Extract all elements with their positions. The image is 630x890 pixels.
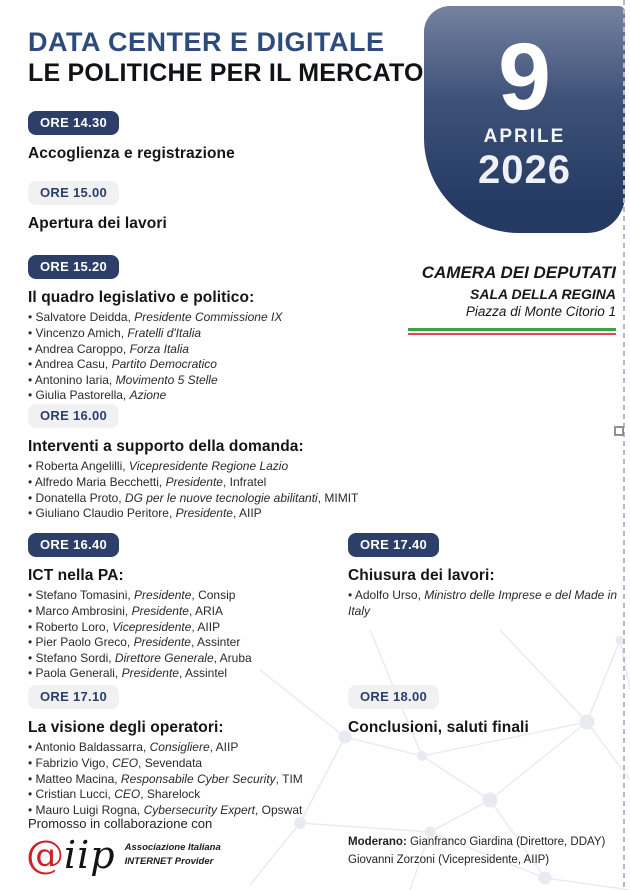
session-title: Accoglienza e registrazione xyxy=(28,145,235,162)
session-ore-1430 xyxy=(28,111,373,166)
speaker-item: • Paola Generali, Presidente, Assintel xyxy=(28,666,227,681)
time-badge: ORE 15.00 xyxy=(28,181,119,205)
speaker-list xyxy=(28,588,373,682)
venue-room: SALA DELLA REGINA xyxy=(470,285,616,302)
moderators-line1 xyxy=(348,834,605,852)
speaker-item: • Matteo Macina, Responsabile Cyber Security, TIM xyxy=(28,771,303,786)
session-title: Interventi a supporto della domanda: xyxy=(28,438,304,455)
venue-address: Piazza di Monte Citorio 1 xyxy=(465,304,616,320)
speaker-list xyxy=(28,310,373,404)
venue-block xyxy=(408,262,616,335)
speaker-item: • Alfredo Maria Becchetti, Presidente, Infratel xyxy=(28,474,267,489)
speaker-list xyxy=(28,459,373,521)
page-title-line1: DATA CENTER E DIGITALE xyxy=(28,27,385,57)
venue-name: CAMERA DEI DEPUTATI xyxy=(421,263,616,282)
speaker-item: • Giuliano Claudio Peritore, Presidente, AIIP xyxy=(28,506,262,521)
italian-flag-divider xyxy=(408,328,616,335)
aiip-acronym: iip xyxy=(64,833,116,877)
speaker-item: • Adolfo Urso, Ministro delle Imprese e del Made in Italy xyxy=(348,588,618,618)
aiip-at-symbol: @ xyxy=(26,833,64,877)
speaker-item: • Donatella Proto, DG per le nuove tecnologie abilitanti, MIMIT xyxy=(28,490,359,505)
page-title xyxy=(28,27,424,88)
date-month: APRILE xyxy=(483,126,566,148)
moderator-1: Gianfranco Giardina (Direttore, DDAY) xyxy=(409,836,606,848)
time-badge: ORE 17.40 xyxy=(348,533,439,557)
page-title-line2: LE POLITICHE PER IL MERCATO xyxy=(28,59,424,88)
moderators-label: Moderano: xyxy=(348,836,407,848)
date-badge xyxy=(424,6,625,233)
speaker-item: • Roberta Angelilli, Vicepresidente Regione Lazio xyxy=(28,459,289,474)
time-badge: ORE 16.40 xyxy=(28,533,119,557)
session-title: Il quadro legislativo e politico: xyxy=(28,289,255,306)
speaker-item: • Vincenzo Amich, Fratelli d'Italia xyxy=(28,325,202,340)
promo-text: Promosso in collaborazione con xyxy=(28,816,213,831)
aiip-logo xyxy=(26,833,221,877)
speaker-item: • Antonio Baldassarra, Consigliere, AIIP xyxy=(28,740,239,755)
moderators-block xyxy=(348,834,605,870)
speaker-list xyxy=(28,740,373,818)
session-ore-1520 xyxy=(28,255,373,404)
time-badge: ORE 18.00 xyxy=(348,685,439,709)
speaker-list xyxy=(348,588,620,619)
session-ore-1640 xyxy=(28,533,373,682)
date-day: 9 xyxy=(498,24,551,130)
speaker-item: • Roberto Loro, Vicepresidente, AIIP xyxy=(28,619,221,634)
moderator-2: Giovanni Zorzoni (Vicepresidente, AIIP) xyxy=(348,853,550,866)
speaker-item: • Mauro Luigi Rogna, Cybersecurity Expert, Opswat xyxy=(28,802,303,817)
speaker-item: • Cristian Lucci, CEO, Sharelock xyxy=(28,787,201,802)
speaker-item: • Andrea Casu, Partito Democratico xyxy=(28,357,217,372)
selection-handle[interactable] xyxy=(614,426,624,436)
aiip-tagline-line1: Associazione Italiana xyxy=(124,841,221,853)
page-edge-dashed-line xyxy=(623,0,625,890)
date-year: 2026 xyxy=(478,148,571,193)
speaker-item: • Stefano Tomasini, Presidente, Consip xyxy=(28,588,236,603)
session-ore-1740 xyxy=(348,533,620,620)
speaker-item: • Stefano Sordi, Direttore Generale, Aruba xyxy=(28,650,252,665)
session-title: ICT nella PA: xyxy=(28,567,124,584)
time-badge: ORE 14.30 xyxy=(28,111,119,135)
aiip-tagline-line2: INTERNET Provider xyxy=(124,856,214,867)
speaker-item: • Pier Paolo Greco, Presidente, Assinter xyxy=(28,635,241,650)
session-title: La visione degli operatori: xyxy=(28,719,224,736)
speaker-item: • Antonino Iaria, Movimento 5 Stelle xyxy=(28,372,218,387)
session-title: Conclusioni, saluti finali xyxy=(348,719,529,736)
speaker-item: • Salvatore Deidda, Presidente Commissione IX xyxy=(28,310,283,325)
session-ore-1800 xyxy=(348,685,620,740)
time-badge: ORE 15.20 xyxy=(28,255,119,279)
session-ore-1710 xyxy=(28,685,373,818)
speaker-item: • Andrea Caroppo, Forza Italia xyxy=(28,341,189,356)
speaker-item: • Fabrizio Vigo, CEO, Sevendata xyxy=(28,755,203,770)
session-ore-1600 xyxy=(28,404,373,522)
session-title: Chiusura dei lavori: xyxy=(348,567,495,584)
speaker-item: • Giulia Pastorella, Azione xyxy=(28,388,167,403)
session-title: Apertura dei lavori xyxy=(28,215,167,232)
time-badge: ORE 16.00 xyxy=(28,404,119,428)
speaker-item: • Marco Ambrosini, Presidente, ARIA xyxy=(28,603,223,618)
aiip-tagline xyxy=(125,841,221,870)
time-badge: ORE 17.10 xyxy=(28,685,119,709)
session-ore-1500 xyxy=(28,181,373,236)
